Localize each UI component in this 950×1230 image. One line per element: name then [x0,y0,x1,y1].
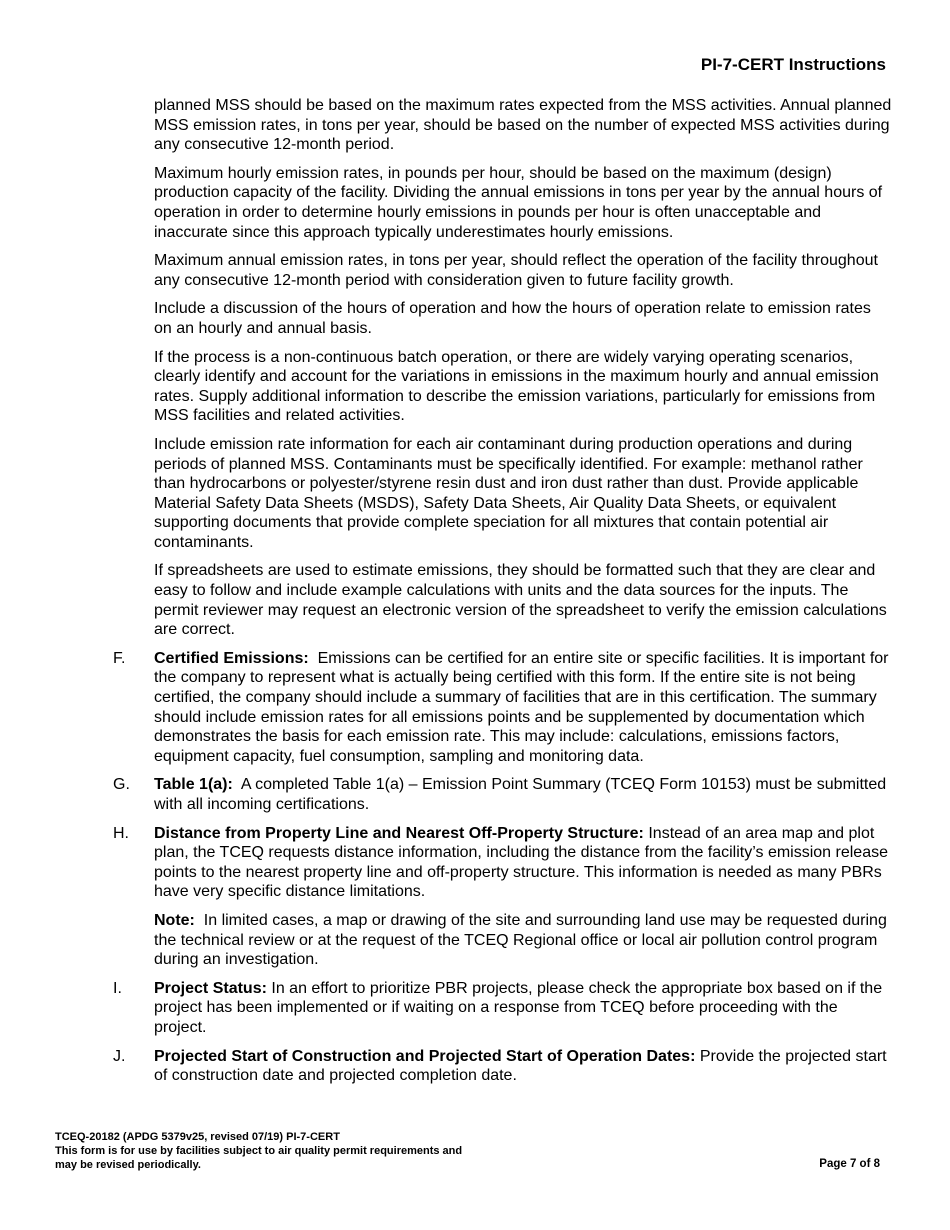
note-paragraph [154,911,893,970]
item-title: Certified Emissions: [154,649,309,667]
list-item-h [113,824,893,902]
footer-revision-note: may be revised periodically. [55,1159,201,1171]
item-title: Project Status: [154,979,267,997]
item-letter: H. [113,824,129,842]
footer-form-info [55,1130,462,1172]
item-text: In an effort to prioritize PBR projects, please check the appropriate box based on if the project has been implemented or if waiting on a response from TCEQ before proceeding with the project. [154,979,883,1036]
item-text: Provide the projected start of construction date and projected completion date. [154,1047,887,1085]
item-letter: F. [113,649,126,667]
document-body [113,96,893,1095]
item-title: Distance from Property Line and Nearest Off-Property Structure: [154,824,644,842]
footer-form-id: TCEQ-20182 (APDG 5379v25, revised 07/19) PI-7-CERT [55,1131,340,1143]
page-number: Page 7 of 8 [819,1158,880,1170]
item-title: Table 1(a): [154,776,233,794]
paragraph-contaminants: Include emission rate information for each air contaminant during production operations and during periods of planned MSS. Contaminants must be specifically identified. For example: methanol rather than hydrocarbons or polyester/styrene resin dust and iron dust rather than dust. Provide applicable Material Safety Data Sheets (MSDS), Safety Data Sheets, Air Quality Data Sheets, or equivalent supporting documents that provide complete speciation for all mixtures that contain potential air contaminants. [154,435,863,551]
footer-usage-note: This form is for use by facilities subject to air quality permit requirements and [55,1145,463,1157]
item-letter: J. [113,1047,126,1065]
list-item-g [113,775,893,814]
note-title: Note: [154,911,195,929]
item-text: A completed Table 1(a) – Emission Point Summary (TCEQ Form 10153) must be submitted with all incoming certifications. [154,776,887,813]
item-text: Instead of an area map and plot plan, the TCEQ requests distance information, including the distance from the facility’s emission release points to the nearest property line and off-property structure. This information is needed as many PBRs have very specific distance limitations. [154,824,888,901]
list-item-f [113,649,893,767]
paragraph-spreadsheets: If spreadsheets are used to estimate emissions, they should be formatted such that they are clear and easy to follow and include example calculations with units and the data sources for the inputs. The permit reviewer may request an electronic version of the spreadsheet to verify the emission calculations are correct. [154,562,887,639]
paragraph-max-annual: Maximum annual emission rates, in tons per year, should reflect the operation of the facility throughout any consecutive 12-month period with consideration given to future facility growth. [154,252,878,289]
item-letter: I. [113,979,122,997]
list-item-i [113,979,893,1038]
item-text: Emissions can be certified for an entire site or specific facilities. It is important for the company to represent what is actually being certified with this form. If the entire site is not being certified, the company should include a summary of facilities that are in this certification. The summary should include emission rates for all emissions points and be supplemented by documentation which demonstrates the basis for each emission rate. This may include: calculations, emissions factors, equipment capacity, fuel consumption, sampling and monitoring data. [154,649,889,765]
page-header-title: PI-7-CERT Instructions [700,55,886,74]
item-letter: G. [113,776,130,794]
list-item-j [113,1047,893,1086]
paragraph-max-hourly: Maximum hourly emission rates, in pounds per hour, should be based on the maximum (design) production capacity of the facility. Dividing the annual emissions in tons per year by the annual hours of operation in order to determine hourly emissions in pounds per hour is often unacceptable and inaccurate since this approach typically underestimates hourly emissions. [154,164,883,241]
paragraph-planned-mss: planned MSS should be based on the maximum rates expected from the MSS activities. Annual planned MSS emission rates, in tons per year, should be based on the number of expected MSS activities during any consecutive 12-month period. [154,97,892,154]
paragraph-batch-operation: If the process is a non-continuous batch operation, or there are widely varying operating scenarios, clearly identify and account for the variations in emissions in the maximum hourly and annual emission rates. Supply additional information to describe the emission variations, particularly for emissions from MSS facilities and related activities. [154,348,879,425]
paragraph-hours-operation: Include a discussion of the hours of operation and how the hours of operation relate to emission rates on an hourly and annual basis. [154,300,871,337]
note-text: In limited cases, a map or drawing of the site and surrounding land use may be requested during the technical review or at the request of the TCEQ Regional office or local air pollution control program during an investigation. [154,911,887,969]
item-title: Projected Start of Construction and Projected Start of Operation Dates: [154,1047,696,1065]
